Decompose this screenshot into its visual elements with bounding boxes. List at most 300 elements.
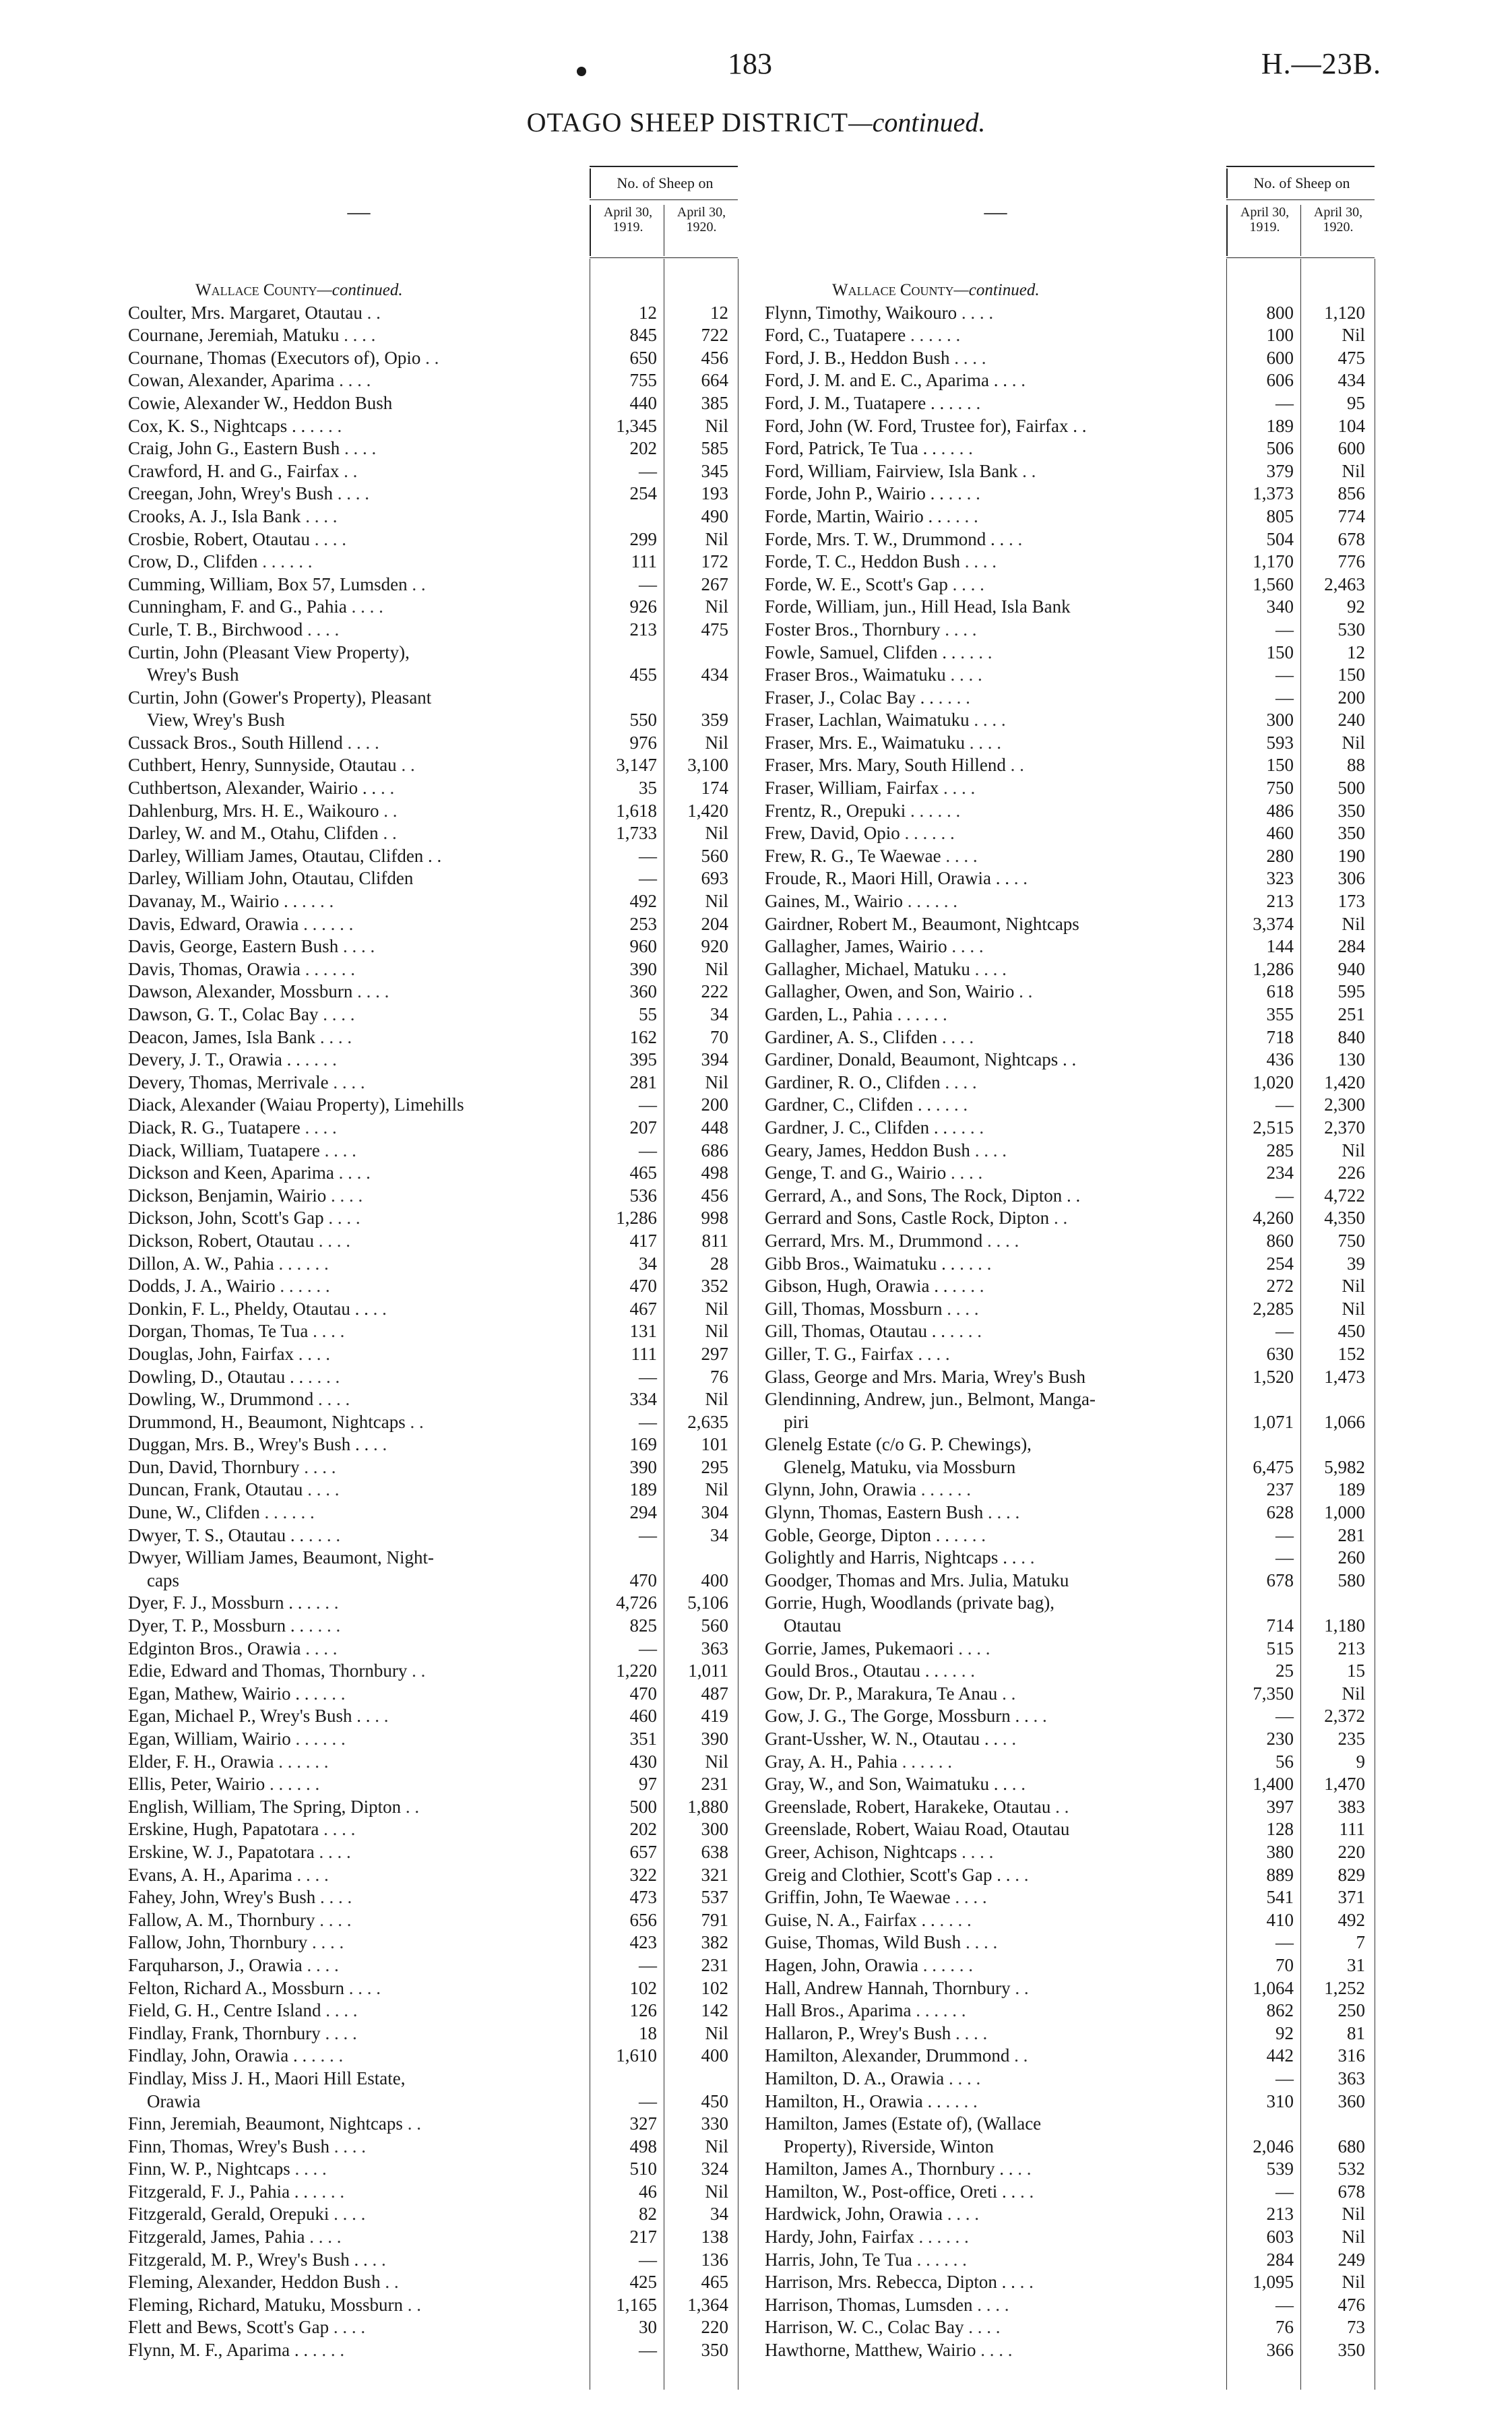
sheep-1919: 56 bbox=[1275, 1751, 1294, 1772]
sheep-1920: 73 bbox=[1347, 2317, 1365, 2338]
sheep-1919: 510 bbox=[629, 2159, 657, 2179]
sheep-1919: 310 bbox=[1266, 2090, 1294, 2111]
table-row bbox=[765, 890, 1375, 913]
table-row bbox=[128, 2181, 738, 2204]
sheep-1919: 506 bbox=[1266, 438, 1294, 459]
name-column-dash: — bbox=[984, 199, 1007, 224]
sheep-1920: 1,470 bbox=[1324, 1774, 1365, 1795]
year-b-line1: April 30, bbox=[1313, 205, 1363, 220]
table-row bbox=[128, 2249, 738, 2272]
sheep-1919: 498 bbox=[629, 2136, 657, 2157]
table-row bbox=[765, 1162, 1375, 1185]
owner-name: Frentz, R., Orepuki . . . . . . bbox=[765, 800, 961, 821]
sheep-1920: Nil bbox=[705, 596, 728, 617]
owner-name: Forde, Mrs. T. W., Drummond . . . . bbox=[765, 528, 1023, 549]
sheep-1919: 539 bbox=[1266, 2159, 1294, 2179]
sheep-1920: 530 bbox=[1337, 619, 1365, 640]
sheep-1919: 1,220 bbox=[616, 1661, 657, 1681]
owner-name: Douglas, John, Fairfax . . . . bbox=[128, 1343, 330, 1364]
sheep-1920: 330 bbox=[701, 2113, 728, 2134]
table-row bbox=[765, 777, 1375, 800]
table-row bbox=[128, 1501, 738, 1524]
sheep-1919: 465 bbox=[629, 1162, 657, 1183]
table-row bbox=[128, 2136, 738, 2159]
sheep-1920: 136 bbox=[701, 2249, 728, 2270]
table-row bbox=[128, 1977, 738, 2000]
owner-name: Gallagher, James, Wairio . . . . bbox=[765, 936, 984, 957]
table-row bbox=[128, 1705, 738, 1728]
owner-name: Fallow, John, Thornbury . . . . bbox=[128, 1932, 344, 1953]
page-header bbox=[0, 37, 1512, 91]
sheep-1919: 504 bbox=[1266, 528, 1294, 549]
owner-name: English, William, The Spring, Dipton . . bbox=[128, 1796, 420, 1817]
table-row bbox=[765, 1275, 1375, 1298]
owner-name: Findlay, Miss J. H., Maori Hill Estate, Orawia bbox=[128, 2068, 406, 2111]
sheep-1919: 1,520 bbox=[1253, 1366, 1294, 1387]
sheep-1919: 1,286 bbox=[616, 1208, 657, 1229]
owner-name: Giller, T. G., Fairfax . . . . bbox=[765, 1343, 950, 1364]
sheep-1920: 142 bbox=[701, 2000, 728, 2021]
year-1919-header bbox=[590, 205, 665, 256]
sheep-1919: 800 bbox=[1266, 302, 1294, 323]
sheep-1920: 5,106 bbox=[687, 1592, 728, 1613]
sheep-1919: 144 bbox=[1266, 936, 1294, 957]
owner-name: Guise, Thomas, Wild Bush . . . . bbox=[765, 1932, 998, 1953]
sheep-1919: 603 bbox=[1266, 2227, 1294, 2247]
sheep-1919: 425 bbox=[629, 2272, 657, 2293]
sheep-1920: 450 bbox=[1337, 1321, 1365, 1342]
table-row bbox=[128, 2226, 738, 2249]
sheep-1919: 150 bbox=[1266, 642, 1294, 662]
sheep-1919: — bbox=[1275, 1932, 1294, 1953]
sheep-1920: 304 bbox=[701, 1502, 728, 1523]
table-row bbox=[128, 528, 738, 551]
sheep-1919: 379 bbox=[1266, 460, 1294, 481]
sheep-1920: 111 bbox=[1339, 1819, 1365, 1840]
sheep-1919: 1,733 bbox=[616, 823, 657, 844]
sheep-1919: 213 bbox=[1266, 891, 1294, 912]
sheep-1920: 829 bbox=[1337, 1864, 1365, 1885]
table-row bbox=[765, 1253, 1375, 1276]
owner-name: Fraser, Mrs. Mary, South Hillend . . bbox=[765, 755, 1024, 776]
table-row bbox=[765, 415, 1375, 438]
table-row bbox=[128, 1388, 738, 1411]
owner-name: Gow, J. G., The Gorge, Mossburn . . . . bbox=[765, 1706, 1047, 1727]
owner-name: Curle, T. B., Birchwood . . . . bbox=[128, 619, 340, 640]
table-row bbox=[765, 981, 1375, 1003]
sheep-1920: 300 bbox=[701, 1819, 728, 1840]
sheep-1920: 306 bbox=[1337, 868, 1365, 889]
owner-name: Edie, Edward and Thomas, Thornbury . . bbox=[128, 1661, 426, 1681]
sheep-1919: — bbox=[1275, 1094, 1294, 1115]
sheep-1920: 2,372 bbox=[1324, 1706, 1365, 1727]
sheep-1919: 390 bbox=[629, 1456, 657, 1477]
owner-name: Forde, W. E., Scott's Gap . . . . bbox=[765, 573, 984, 594]
sheep-1920: Nil bbox=[1342, 460, 1365, 481]
sheep-1919: — bbox=[1275, 1547, 1294, 1568]
owner-name: Harrison, Thomas, Lumsden . . . . bbox=[765, 2294, 1009, 2315]
sheep-1920: 4,350 bbox=[1324, 1208, 1365, 1229]
sheep-1919: — bbox=[1275, 2181, 1294, 2202]
owner-name: Gardiner, R. O., Clifden . . . . bbox=[765, 1072, 977, 1092]
sheep-1920: 492 bbox=[1337, 1909, 1365, 1930]
owner-name: Gorrie, James, Pukemaori . . . . bbox=[765, 1638, 990, 1658]
table-row bbox=[765, 1864, 1375, 1887]
owner-name: Hardwick, John, Orawia . . . . bbox=[765, 2204, 979, 2225]
sheep-1920: 722 bbox=[701, 325, 728, 346]
owner-name: Findlay, Frank, Thornbury . . . . bbox=[128, 2022, 357, 2043]
sheep-1920: 750 bbox=[1337, 1230, 1365, 1251]
sheep-1919: 442 bbox=[1266, 2045, 1294, 2066]
owner-name: Cowan, Alexander, Aparima . . . . bbox=[128, 370, 371, 391]
sheep-1919: 470 bbox=[629, 1570, 657, 1590]
owner-name: Gairdner, Robert M., Beaumont, Nightcaps bbox=[765, 913, 1079, 934]
table-row bbox=[128, 1140, 738, 1162]
owner-name: Gaines, M., Wairio . . . . . . bbox=[765, 891, 958, 912]
table-row bbox=[765, 2022, 1375, 2045]
sheep-1919: 397 bbox=[1266, 1796, 1294, 1817]
year-a-line1: April 30, bbox=[1240, 205, 1290, 220]
sheep-1920: 152 bbox=[1337, 1343, 1365, 1364]
table-row bbox=[128, 845, 738, 868]
sheep-1919: 100 bbox=[1266, 325, 1294, 346]
table-row bbox=[128, 2316, 738, 2339]
table-row bbox=[765, 2113, 1375, 2158]
sheep-1920: 1,880 bbox=[687, 1796, 728, 1817]
sheep-1920: 200 bbox=[1337, 687, 1365, 708]
table-row bbox=[128, 437, 738, 460]
owner-name: Gardner, C., Clifden . . . . . . bbox=[765, 1094, 968, 1115]
year-1919-header bbox=[1226, 205, 1302, 256]
sheep-1920: 776 bbox=[1337, 551, 1365, 572]
sheep-1919: 351 bbox=[629, 1729, 657, 1749]
sheep-1920: 200 bbox=[701, 1094, 728, 1115]
table-row bbox=[765, 732, 1375, 755]
sheep-1920: 476 bbox=[1337, 2294, 1365, 2315]
sheep-1920: 12 bbox=[710, 302, 728, 323]
owner-name: Greig and Clothier, Scott's Gap . . . . bbox=[765, 1864, 1029, 1885]
table-row bbox=[128, 1003, 738, 1026]
owner-name: Dawson, Alexander, Mossburn . . . . bbox=[128, 981, 389, 1002]
owner-name: Gerrard, Mrs. M., Drummond . . . . bbox=[765, 1230, 1019, 1251]
sheep-1920: 394 bbox=[701, 1049, 728, 1070]
sheep-1919: 213 bbox=[629, 619, 657, 640]
owner-name: Forde, T. C., Heddon Bush . . . . bbox=[765, 551, 997, 572]
owner-name: Forde, William, jun., Hill Head, Isla Bank bbox=[765, 596, 1071, 617]
sheep-1920: 350 bbox=[701, 2340, 728, 2361]
table-row bbox=[765, 1683, 1375, 1706]
table-row bbox=[128, 415, 738, 438]
sheep-1919: — bbox=[639, 1094, 657, 1115]
sheep-1920: 222 bbox=[701, 981, 728, 1002]
sheep-1919: — bbox=[639, 2090, 657, 2111]
owner-name: Crow, D., Clifden . . . . . . bbox=[128, 551, 313, 572]
sheep-1920: Nil bbox=[705, 1321, 728, 1342]
table-row bbox=[128, 483, 738, 505]
sheep-1919: 618 bbox=[1266, 981, 1294, 1002]
sheep-1920: 235 bbox=[1337, 1729, 1365, 1749]
table-row bbox=[765, 1999, 1375, 2022]
owner-name: Gerrard, A., and Sons, The Rock, Dipton . . bbox=[765, 1185, 1081, 1206]
table-row bbox=[765, 1751, 1375, 1774]
county-suffix: —continued. bbox=[953, 281, 1040, 299]
left-column bbox=[128, 166, 738, 2390]
owner-name: Cowie, Alexander W., Heddon Bush bbox=[128, 392, 393, 413]
owner-name: Ford, J. B., Heddon Bush . . . . bbox=[765, 347, 986, 368]
owner-name: Froude, R., Maori Hill, Orawia . . . . bbox=[765, 868, 1028, 889]
sheep-1920: 173 bbox=[1337, 891, 1365, 912]
table-row bbox=[765, 2090, 1375, 2113]
sheep-1920: Nil bbox=[705, 2181, 728, 2202]
sheep-1920: Nil bbox=[705, 2136, 728, 2157]
sheep-1920: Nil bbox=[1342, 2227, 1365, 2247]
sheep-1920: 998 bbox=[701, 1208, 728, 1229]
table-row bbox=[765, 460, 1375, 483]
owner-name: Cussack Bros., South Hillend . . . . bbox=[128, 732, 379, 753]
table-row bbox=[128, 460, 738, 483]
table-row bbox=[765, 1185, 1375, 1208]
sheep-1919: — bbox=[639, 1411, 657, 1432]
owner-name: Donkin, F. L., Pheldy, Otautau . . . . bbox=[128, 1298, 387, 1319]
right-table-body bbox=[765, 279, 1375, 2362]
sheep-1919: 536 bbox=[629, 1185, 657, 1206]
sheep-1919: 1,560 bbox=[1253, 573, 1294, 594]
table-row bbox=[765, 437, 1375, 460]
owner-name: Hall, Andrew Hannah, Thornbury . . bbox=[765, 1977, 1029, 1998]
table-row bbox=[128, 2113, 738, 2136]
sheep-1920: 174 bbox=[701, 778, 728, 799]
sheep-1919: 102 bbox=[629, 1977, 657, 1998]
table-row bbox=[128, 1479, 738, 1501]
sheep-1920: 419 bbox=[701, 1706, 728, 1727]
sheep-1920: 580 bbox=[1337, 1570, 1365, 1590]
owner-name: Dickson, Benjamin, Wairio . . . . bbox=[128, 1185, 363, 1206]
sheep-1920: 92 bbox=[1347, 596, 1365, 617]
year-b-line2: 1920. bbox=[1323, 220, 1354, 235]
table-row bbox=[765, 2203, 1375, 2226]
sheep-1919: 714 bbox=[1266, 1615, 1294, 1636]
owner-name: Fraser, J., Colac Bay . . . . . . bbox=[765, 687, 970, 708]
owner-name: Fleming, Richard, Matuku, Mossburn . . bbox=[128, 2294, 421, 2315]
owner-name: Gardner, J. C., Clifden . . . . . . bbox=[765, 1117, 984, 1138]
sheep-1919: 750 bbox=[1266, 778, 1294, 799]
sheep-1920: 500 bbox=[1337, 778, 1365, 799]
owner-name: Dowling, D., Otautau . . . . . . bbox=[128, 1366, 340, 1387]
table-row bbox=[765, 1207, 1375, 1230]
sheep-1919: — bbox=[639, 845, 657, 866]
sheep-1919: — bbox=[639, 868, 657, 889]
sheep-1919: 380 bbox=[1266, 1841, 1294, 1862]
table-row bbox=[128, 913, 738, 936]
table-row bbox=[765, 1773, 1375, 1796]
sheep-1919: 440 bbox=[629, 392, 657, 413]
owner-name: Diack, R. G., Tuatapere . . . . bbox=[128, 1117, 337, 1138]
sheep-1919: 217 bbox=[629, 2227, 657, 2247]
sheep-1920: 390 bbox=[701, 1729, 728, 1749]
left-column-header bbox=[128, 166, 738, 259]
sheep-1919: 755 bbox=[629, 370, 657, 391]
owner-name: Goodger, Thomas and Mrs. Julia, Matuku bbox=[765, 1570, 1069, 1590]
sheep-1919: 3,374 bbox=[1253, 913, 1294, 934]
sheep-1919: — bbox=[639, 573, 657, 594]
sheep-1920: 81 bbox=[1347, 2022, 1365, 2043]
sheep-1919: 30 bbox=[639, 2317, 657, 2338]
table-row bbox=[128, 619, 738, 642]
county-suffix: —continued. bbox=[317, 281, 403, 299]
table-row bbox=[765, 935, 1375, 958]
sheep-1919: 473 bbox=[629, 1887, 657, 1908]
owner-name: Glendinning, Andrew, jun., Belmont, Manga- piri bbox=[765, 1389, 1096, 1432]
owner-name: Gallagher, Michael, Matuku . . . . bbox=[765, 958, 1007, 979]
owner-name: Dyer, T. P., Mossburn . . . . . . bbox=[128, 1615, 341, 1636]
sheep-1919: — bbox=[1275, 1185, 1294, 1206]
owner-name: Fleming, Alexander, Heddon Bush . . bbox=[128, 2272, 399, 2293]
sheep-1919: — bbox=[1275, 1524, 1294, 1545]
table-row bbox=[765, 2158, 1375, 2181]
sheep-1919: 1,071 bbox=[1253, 1411, 1294, 1432]
owner-name: Elder, F. H., Orawia . . . . . . bbox=[128, 1751, 329, 1772]
table-row bbox=[128, 1275, 738, 1298]
owner-name: Hamilton, H., Orawia . . . . . . bbox=[765, 2090, 978, 2111]
sheep-1919: 254 bbox=[1266, 1253, 1294, 1274]
table-row bbox=[765, 845, 1375, 868]
sheep-1919: 234 bbox=[1266, 1162, 1294, 1183]
sheep-1920: Nil bbox=[1342, 325, 1365, 346]
table-row bbox=[765, 2226, 1375, 2249]
owner-name: Glynn, John, Orawia . . . . . . bbox=[765, 1479, 971, 1500]
sheep-1919: — bbox=[1275, 392, 1294, 413]
sheep-1920: 2,300 bbox=[1324, 1094, 1365, 1115]
sheep-1919: 825 bbox=[629, 1615, 657, 1636]
owner-name: Ford, C., Tuatapere . . . . . . bbox=[765, 325, 961, 346]
sheep-1920: Nil bbox=[705, 1479, 728, 1500]
table-row bbox=[765, 1298, 1375, 1321]
sheep-1920: 856 bbox=[1337, 483, 1365, 504]
table-row bbox=[128, 1931, 738, 1954]
sheep-1920: 220 bbox=[701, 2317, 728, 2338]
sheep-1920: 34 bbox=[710, 1524, 728, 1545]
sheep-1919: — bbox=[1275, 619, 1294, 640]
sheep-1919: 207 bbox=[629, 1117, 657, 1138]
sheep-1919: — bbox=[639, 1366, 657, 1387]
sheep-1920: 434 bbox=[701, 664, 728, 685]
sheep-1920: 324 bbox=[701, 2159, 728, 2179]
sheep-1920: 2,463 bbox=[1324, 573, 1365, 594]
sheep-count-label: No. of Sheep on bbox=[590, 168, 739, 198]
sheep-1920: 450 bbox=[701, 2090, 728, 2111]
sheep-1920: 400 bbox=[701, 1570, 728, 1590]
sheep-1919: 70 bbox=[1275, 1954, 1294, 1975]
owner-name: Diack, William, Tuatapere . . . . bbox=[128, 1140, 356, 1160]
sheep-1919: 2,515 bbox=[1253, 1117, 1294, 1138]
sheep-1919: 46 bbox=[639, 2181, 657, 2202]
sheep-1920: 638 bbox=[701, 1841, 728, 1862]
table-row bbox=[765, 1117, 1375, 1140]
sheep-1920: 465 bbox=[701, 2272, 728, 2293]
owner-name: Cuthbertson, Alexander, Wairio . . . . bbox=[128, 778, 395, 799]
sheep-1920: 1,473 bbox=[1324, 1366, 1365, 1387]
sheep-1920: 537 bbox=[701, 1887, 728, 1908]
sheep-1920: 138 bbox=[701, 2227, 728, 2247]
name-column-dash: — bbox=[347, 199, 371, 224]
table-row bbox=[128, 2339, 738, 2362]
table-row bbox=[128, 1433, 738, 1456]
sheep-1919: 630 bbox=[1266, 1343, 1294, 1364]
sheep-1920: 130 bbox=[1337, 1049, 1365, 1070]
owner-name: Devery, Thomas, Merrivale . . . . bbox=[128, 1072, 365, 1092]
sheep-1919: 2,046 bbox=[1253, 2136, 1294, 2157]
sheep-1919: 355 bbox=[1266, 1004, 1294, 1024]
sheep-1919: 253 bbox=[629, 913, 657, 934]
table-row bbox=[128, 1796, 738, 1819]
owner-name: Harris, John, Te Tua . . . . . . bbox=[765, 2249, 967, 2270]
sheep-1920: Nil bbox=[705, 891, 728, 912]
table-row bbox=[765, 347, 1375, 370]
sheep-1919: 845 bbox=[629, 325, 657, 346]
table-row bbox=[765, 2294, 1375, 2317]
table-row bbox=[128, 2068, 738, 2113]
table-row bbox=[765, 483, 1375, 505]
sheep-1920: 1,252 bbox=[1324, 1977, 1365, 1998]
owner-name: Fitzgerald, Gerald, Orepuki . . . . bbox=[128, 2204, 366, 2225]
table-row bbox=[128, 1185, 738, 1208]
table-row bbox=[765, 2339, 1375, 2362]
table-row bbox=[765, 1818, 1375, 1841]
table-row bbox=[128, 573, 738, 596]
year-b-line1: April 30, bbox=[676, 205, 726, 220]
sheep-1920: Nil bbox=[705, 1751, 728, 1772]
title-suffix: —continued. bbox=[848, 107, 986, 137]
sheep-1919: 111 bbox=[631, 1343, 657, 1364]
sheep-1919: 606 bbox=[1266, 370, 1294, 391]
sheep-1920: 363 bbox=[1337, 2068, 1365, 2088]
sheep-1919: 213 bbox=[1266, 2204, 1294, 2225]
owner-name: Diack, Alexander (Waiau Property), Limehills bbox=[128, 1094, 464, 1115]
sheep-1920: 15 bbox=[1347, 1661, 1365, 1681]
sheep-1920: 88 bbox=[1347, 755, 1365, 776]
sheep-1920: 9 bbox=[1356, 1751, 1365, 1772]
sheep-1920: 250 bbox=[1337, 2000, 1365, 2021]
owner-name: Dickson, Robert, Otautau . . . . bbox=[128, 1230, 350, 1251]
owner-name: Dun, David, Thornbury . . . . bbox=[128, 1456, 336, 1477]
sheep-1919: — bbox=[639, 1638, 657, 1658]
sheep-1920: 240 bbox=[1337, 710, 1365, 731]
table-row bbox=[765, 573, 1375, 596]
owner-name: Dawson, G. T., Colac Bay . . . . bbox=[128, 1004, 355, 1024]
sheep-1920: 456 bbox=[701, 347, 728, 368]
sheep-1919: 1,095 bbox=[1253, 2272, 1294, 2293]
table-row bbox=[765, 1433, 1375, 1479]
sheep-1920: 3,100 bbox=[687, 755, 728, 776]
sheep-1919: 470 bbox=[629, 1683, 657, 1704]
sheep-1920: 4,722 bbox=[1324, 1185, 1365, 1206]
table-row bbox=[128, 1773, 738, 1796]
owner-name: Hamilton, James A., Thornbury . . . . bbox=[765, 2159, 1032, 2179]
table-row bbox=[765, 2068, 1375, 2090]
sheep-1920: 150 bbox=[1337, 664, 1365, 685]
table-row bbox=[128, 1117, 738, 1140]
table-row bbox=[128, 1253, 738, 1276]
sheep-1920: 284 bbox=[1337, 936, 1365, 957]
owner-name: Harrison, Mrs. Rebecca, Dipton . . . . bbox=[765, 2272, 1034, 2293]
sheep-1920: 213 bbox=[1337, 1638, 1365, 1658]
table-row bbox=[765, 1660, 1375, 1683]
owner-name: Curtin, John (Pleasant View Property), Wrey's Bush bbox=[128, 642, 410, 685]
sheep-1919: 1,618 bbox=[616, 800, 657, 821]
owner-name: Gray, A. H., Pahia . . . . . . bbox=[765, 1751, 952, 1772]
table-row bbox=[765, 800, 1375, 823]
sheep-1919: 862 bbox=[1266, 2000, 1294, 2021]
